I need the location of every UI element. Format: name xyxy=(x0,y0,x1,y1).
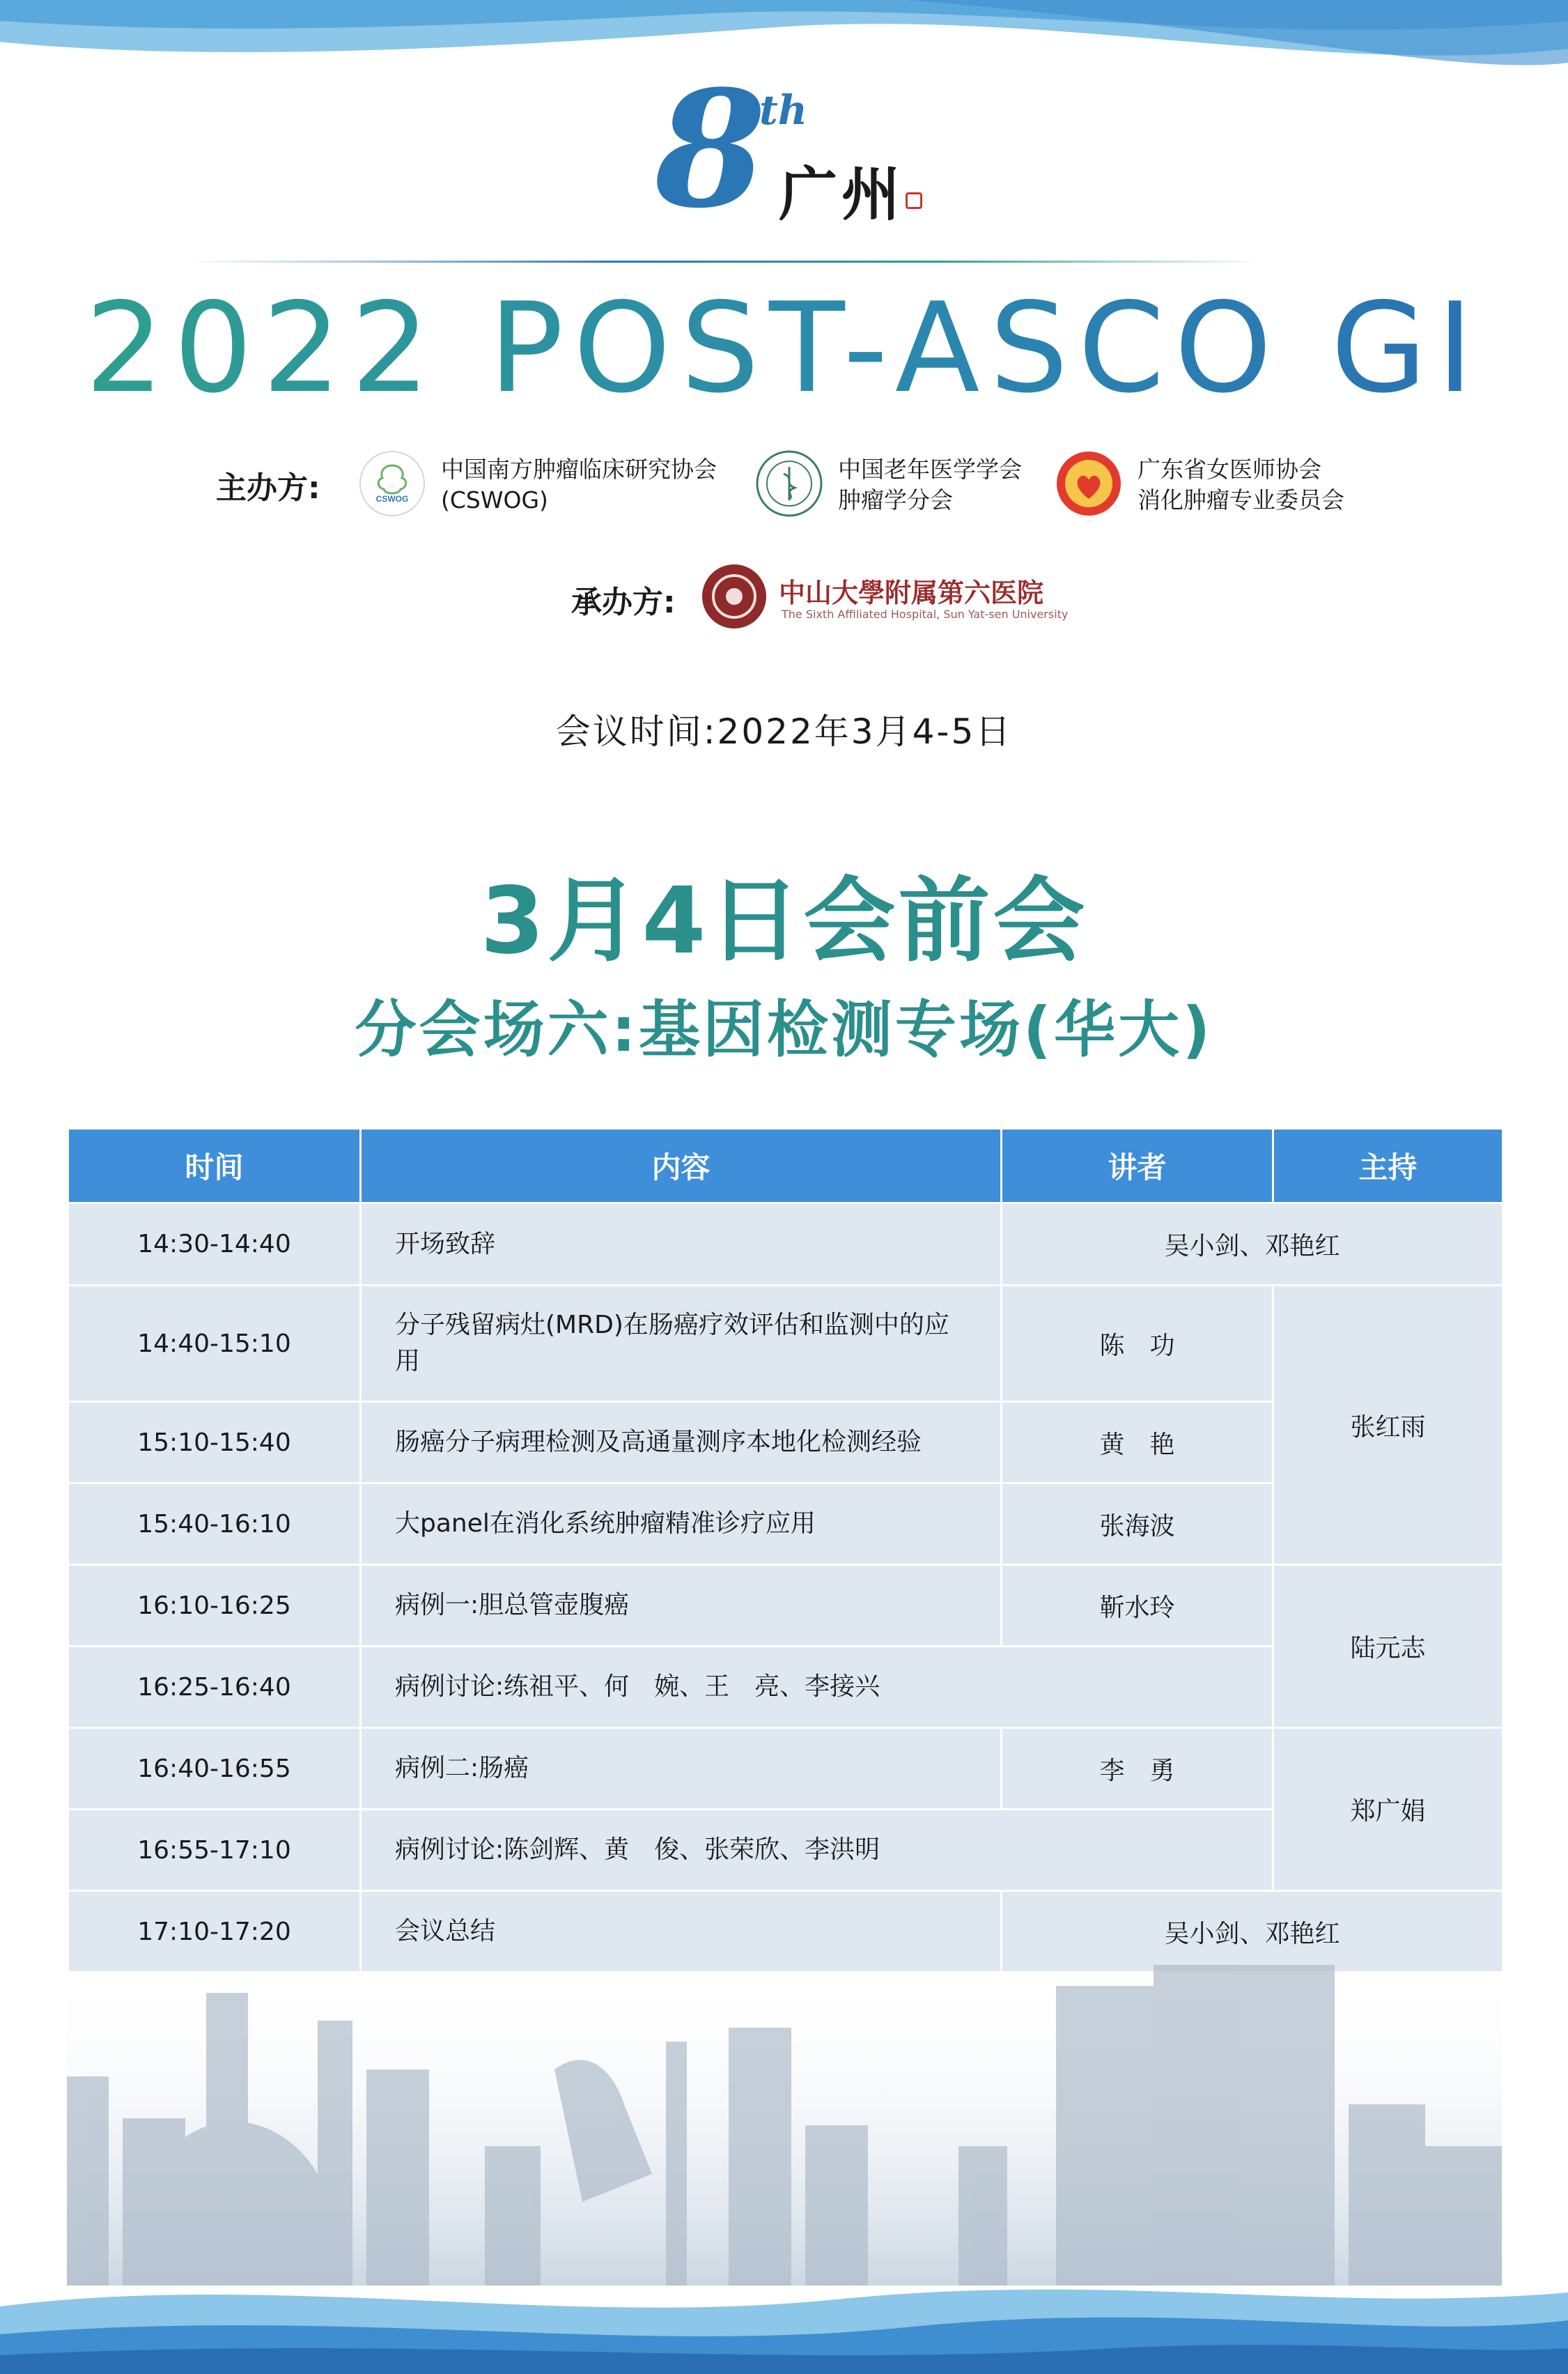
meeting-time: 会议时间:2022年3月4-5日 xyxy=(555,711,1013,752)
cswog-logo-icon xyxy=(359,450,426,517)
cswog-logo-text: CSWOG xyxy=(375,494,409,504)
logo-divider xyxy=(188,261,1261,263)
cell-host: 张红雨 xyxy=(1273,1286,1503,1565)
cell-time: 16:25-16:40 xyxy=(68,1647,361,1728)
cell-speaker: 黄 艳 xyxy=(1002,1402,1273,1483)
cohost-name-en: The Sixth Affiliated Hospital, Sun Yat-sen University xyxy=(782,608,1069,621)
cell-content: 病例讨论:陈剑辉、黄 俊、张荣欣、李洪明 xyxy=(361,1810,1273,1891)
host-org-women-physicians xyxy=(1055,446,1376,523)
host-org-cswog xyxy=(359,446,735,523)
table-row xyxy=(68,1728,1503,1810)
bottom-wave-decoration xyxy=(0,2265,1568,2374)
host-org-geriatric xyxy=(756,446,1055,523)
event-title: 2022 POST-ASCO GI xyxy=(0,279,1568,418)
city-skyline-illustration xyxy=(67,1965,1502,2286)
event-logo xyxy=(655,56,947,251)
hosts-label: 主办方: xyxy=(216,470,320,506)
col-header-speaker: 讲者 xyxy=(1002,1129,1273,1203)
cell-speaker: 陈 功 xyxy=(1002,1286,1273,1402)
cell-time: 15:40-16:10 xyxy=(68,1483,361,1565)
col-header-content: 内容 xyxy=(361,1129,1002,1203)
geriatric-society-logo-icon xyxy=(756,450,823,517)
table-row xyxy=(68,1203,1503,1286)
cell-time: 15:10-15:40 xyxy=(68,1402,361,1483)
col-header-time: 时间 xyxy=(68,1129,361,1203)
col-header-host: 主持 xyxy=(1273,1129,1503,1203)
cell-time: 14:30-14:40 xyxy=(68,1203,361,1286)
hosts-row xyxy=(209,446,1393,523)
cell-content: 病例二:肠癌 xyxy=(361,1728,1002,1810)
women-physicians-logo-icon xyxy=(1055,450,1122,517)
cohost-name: 中山大學附属第六医院 xyxy=(779,577,1044,608)
cell-content: 开场致辞 xyxy=(361,1203,1002,1286)
cell-time: 14:40-15:10 xyxy=(68,1286,361,1402)
table-row xyxy=(68,1565,1503,1647)
cohost-label: 承办方: xyxy=(571,585,676,620)
cohost-row xyxy=(571,557,1101,634)
logo-number: 8 xyxy=(655,56,767,244)
org-name xyxy=(838,454,1022,516)
org-name xyxy=(1138,454,1344,516)
cell-time: 16:10-16:25 xyxy=(68,1565,361,1647)
cell-content: 会议总结 xyxy=(361,1891,1002,1973)
cell-time: 16:40-16:55 xyxy=(68,1728,361,1810)
session-title: 分会场六:基因检测专场(华大) xyxy=(355,994,1213,1065)
table-header-row xyxy=(68,1129,1503,1203)
logo-suffix: th xyxy=(759,86,807,134)
cell-speaker: 吴小剑、邓艳红 xyxy=(1002,1203,1503,1286)
cell-time: 17:10-17:20 xyxy=(68,1891,361,1973)
table-row xyxy=(68,1286,1503,1402)
cell-speaker: 靳水玲 xyxy=(1002,1565,1273,1647)
logo-city: 广州 xyxy=(779,160,905,229)
cell-speaker: 张海波 xyxy=(1002,1483,1273,1565)
org-name xyxy=(441,454,717,516)
day-title: 3月4日会前会 xyxy=(480,868,1088,975)
cell-speaker: 吴小剑、邓艳红 xyxy=(1002,1891,1503,1973)
org-name-line2: (CSWOG) xyxy=(441,486,548,514)
org-name-line1: 中国老年医学学会 xyxy=(838,456,1022,483)
cell-content: 病例一:胆总管壶腹癌 xyxy=(361,1565,1002,1647)
sysu-hospital-logo-icon xyxy=(702,564,766,629)
org-name-line2: 消化肿瘤专业委员会 xyxy=(1138,486,1344,514)
cell-host: 郑广娟 xyxy=(1273,1728,1503,1891)
org-name-line2: 肿瘤学分会 xyxy=(838,486,953,514)
cell-time: 16:55-17:10 xyxy=(68,1810,361,1891)
cell-host: 陆元志 xyxy=(1273,1565,1503,1728)
org-name-line1: 中国南方肿瘤临床研究协会 xyxy=(441,456,717,483)
cell-speaker: 李 勇 xyxy=(1002,1728,1273,1810)
schedule-table xyxy=(67,1127,1504,1973)
table-row xyxy=(68,1891,1503,1973)
cell-content: 分子残留病灶(MRD)在肠癌疗效评估和监测中的应用 xyxy=(361,1286,1002,1402)
org-name-line1: 广东省女医师协会 xyxy=(1138,456,1321,483)
cell-content: 病例讨论:练祖平、何 婉、王 亮、李接兴 xyxy=(361,1647,1273,1728)
cell-content: 大panel在消化系统肿瘤精准诊疗应用 xyxy=(361,1483,1002,1565)
cell-content: 肠癌分子病理检测及高通量测序本地化检测经验 xyxy=(361,1402,1002,1483)
seal-icon xyxy=(906,192,922,209)
